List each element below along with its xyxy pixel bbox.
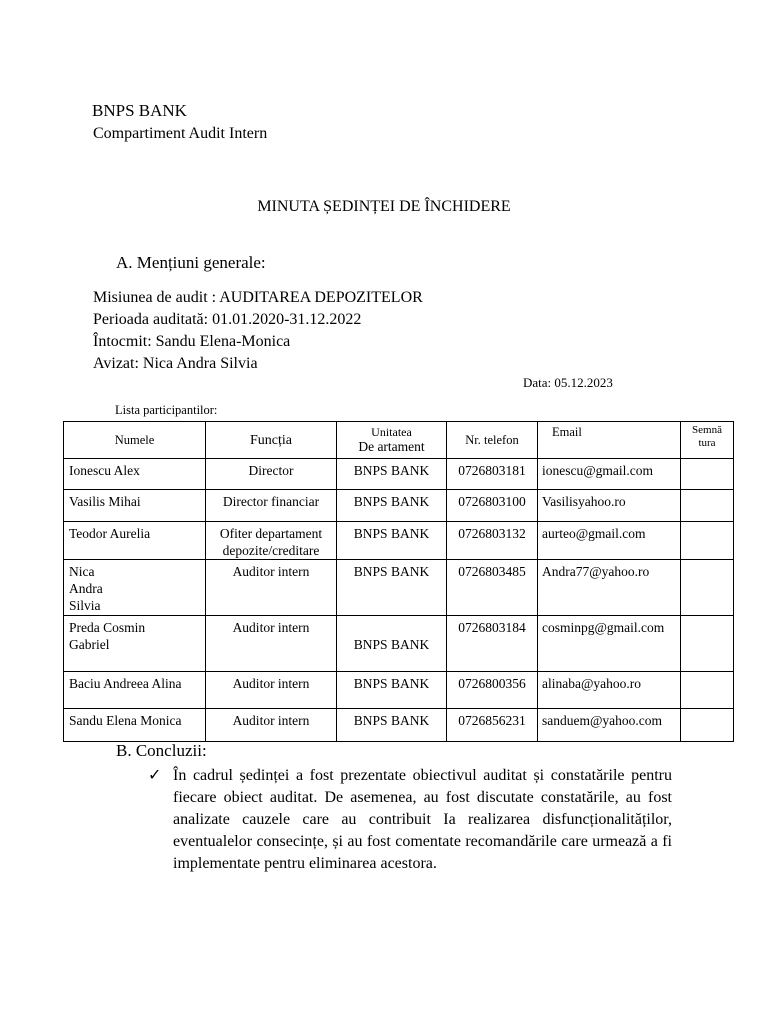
table-row <box>64 616 734 672</box>
department-name: Compartiment Audit Intern <box>93 125 268 142</box>
table-row <box>64 709 734 742</box>
header-signature-line1: Semnă <box>692 424 722 436</box>
cell-signature <box>681 672 734 709</box>
cell-function <box>206 522 337 560</box>
cell-name: Vasilis Mihai <box>64 490 206 522</box>
header-phone: Nr. telefon <box>447 422 538 459</box>
cell-unit: BNPS BANK <box>337 709 447 742</box>
conclusions-text: În cadrul ședinței a fost prezentate obiectivul auditat și constatările pentru fiecare obiect auditat. De asemenea, au fost discutate constatările, au fost analizate cauzele care au contribuit Ia realizarea disfuncționalităților, eventualelor consecințe, și au fost comentate recomandările care urmează a fi implementate pentru eliminarea acestora. <box>173 767 672 872</box>
approved-by: Avizat: Nica Andra Silvia <box>93 355 258 372</box>
prepared-by: Întocmit: Sandu Elena-Monica <box>93 333 291 350</box>
cell-name <box>64 560 206 616</box>
cell-function: Director financiar <box>206 490 337 522</box>
cell-email: cosminpg@gmail.com <box>538 616 681 672</box>
cell-name-line1: Preda Cosmin <box>69 620 146 635</box>
cell-email: sanduem@yahoo.com <box>538 709 681 742</box>
cell-function-line2: depozite/creditare <box>222 543 320 558</box>
cell-unit: BNPS BANK <box>337 672 447 709</box>
section-a-heading: A. Mențiuni generale: <box>116 253 266 272</box>
cell-function: Auditor intern <box>206 616 337 672</box>
cell-name: Baciu Andreea Alina <box>64 672 206 709</box>
cell-email: Andra77@yahoo.ro <box>538 560 681 616</box>
cell-phone: 0726803485 <box>447 560 538 616</box>
cell-name <box>64 616 206 672</box>
cell-phone: 0726803181 <box>447 459 538 490</box>
header-unit-line2: De artament <box>358 439 425 454</box>
cell-name: Ionescu Alex <box>64 459 206 490</box>
cell-signature <box>681 709 734 742</box>
cell-signature <box>681 616 734 672</box>
cell-email: Vasilisyahoo.ro <box>538 490 681 522</box>
header-function: Funcția <box>206 422 337 459</box>
cell-phone: 0726803100 <box>447 490 538 522</box>
cell-function: Auditor intern <box>206 672 337 709</box>
cell-email: aurteo@gmail.com <box>538 522 681 560</box>
cell-phone: 0726803132 <box>447 522 538 560</box>
cell-phone: 0726800356 <box>447 672 538 709</box>
table-row <box>64 459 734 490</box>
cell-unit: BNPS BANK <box>337 522 447 560</box>
cell-unit: BNPS BANK <box>337 616 447 672</box>
cell-function: Director <box>206 459 337 490</box>
bank-name: BNPS BANK <box>92 101 187 120</box>
cell-phone: 0726856231 <box>447 709 538 742</box>
table-header-row <box>64 422 734 459</box>
document-title: MINUTA ȘEDINȚEI DE ÎNCHIDERE <box>257 198 511 215</box>
cell-unit: BNPS BANK <box>337 459 447 490</box>
header-unit-line1: Unitatea <box>371 425 412 439</box>
cell-name-line1: Nica <box>69 564 95 579</box>
cell-unit: BNPS BANK <box>337 560 447 616</box>
table-row <box>64 522 734 560</box>
document-date: Data: 05.12.2023 <box>523 375 613 390</box>
participants-table <box>63 421 734 742</box>
cell-function-line1: Ofiter departament <box>219 526 323 541</box>
cell-name: Sandu Elena Monica <box>64 709 206 742</box>
cell-unit: BNPS BANK <box>337 490 447 522</box>
table-row <box>64 560 734 616</box>
cell-name-line3: Silvia <box>69 598 101 613</box>
table-row <box>64 490 734 522</box>
participants-label: Lista participantilor: <box>115 403 218 417</box>
audit-mission: Misiunea de audit : AUDITAREA DEPOZITELOR <box>93 289 423 306</box>
audit-period: Perioada auditată: 01.01.2020-31.12.2022 <box>93 311 362 328</box>
cell-signature <box>681 459 734 490</box>
cell-name-line2: Andra <box>69 581 103 596</box>
cell-signature <box>681 560 734 616</box>
cell-function: Auditor intern <box>206 560 337 616</box>
cell-function: Auditor intern <box>206 709 337 742</box>
section-b-heading: B. Concluzii: <box>116 741 207 760</box>
cell-signature <box>681 522 734 560</box>
header-signature-line2: tura <box>698 437 716 449</box>
header-email: Email <box>538 422 681 459</box>
header-name: Numele <box>64 422 206 459</box>
cell-name-line2: Gabriel <box>69 637 110 652</box>
cell-email: ionescu@gmail.com <box>538 459 681 490</box>
table-row <box>64 672 734 709</box>
cell-name: Teodor Aurelia <box>64 522 206 560</box>
cell-email: alinaba@yahoo.ro <box>538 672 681 709</box>
checkmark-icon: ✓ <box>148 767 162 784</box>
cell-signature <box>681 490 734 522</box>
header-unit <box>337 422 447 459</box>
header-signature <box>681 422 734 459</box>
cell-phone: 0726803184 <box>447 616 538 672</box>
